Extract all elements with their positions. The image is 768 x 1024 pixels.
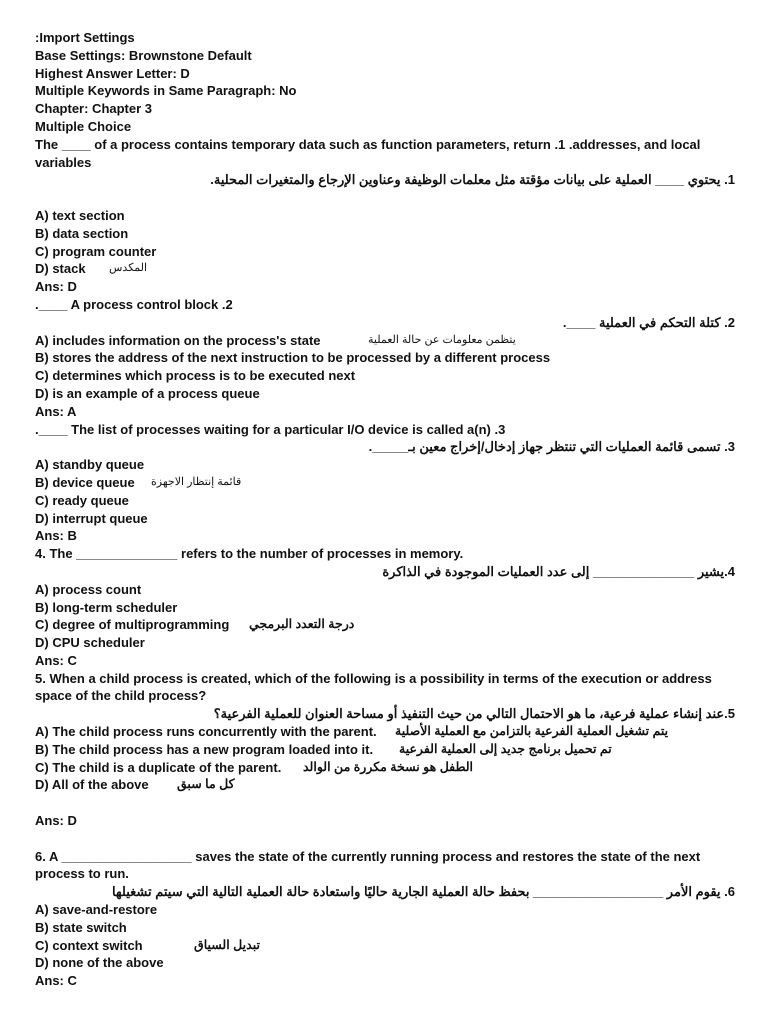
q4-option-c: C) degree of multiprogramming [35, 617, 230, 633]
q4-option-d: D) CPU scheduler [35, 635, 145, 651]
q3-option-a: A) standby queue [35, 457, 145, 473]
spacer [35, 794, 735, 812]
q6-answer: Ans: C [35, 973, 77, 989]
q4-option-b: B) long-term scheduler [35, 599, 178, 615]
q3-answer: Ans: B [35, 528, 77, 544]
q6-option-d: D) none of the above [35, 955, 164, 971]
q5-option-d-note: كل ما سبق [177, 777, 235, 792]
base-settings: Base Settings: Brownstone Default [35, 47, 252, 63]
q2-answer: Ans: A [35, 403, 77, 419]
import-settings: :Import Settings [35, 30, 135, 45]
q3-option-c: C) ready queue [35, 492, 129, 508]
q3-option-d: D) interrupt queue [35, 510, 148, 526]
q5-arabic: 5.عند إنشاء عملية فرعية، ما هو الاحتمال التالي من حيث التنفيذ أو مساحة العنوان للعملية الفرعية؟ [213, 706, 735, 722]
q4-option-a: A) process count [35, 581, 142, 597]
q2-option-a-note: يتظمن معلومات عن حالة العملية [368, 333, 516, 346]
q3-option-b-row [35, 474, 735, 492]
q1-text: The ____ of a process contains temporary data such as function parameters, return .1 .addresses, and local variables [35, 136, 701, 170]
q5-option-b-row [35, 741, 735, 759]
q3-arabic: 3. تسمى قائمة العمليات التي تنتظر جهاز إدخال/إخراج معين بـ_____. [368, 439, 735, 455]
q5-option-b: B) The child process has a new program loaded into it. [35, 741, 374, 757]
spacer [35, 189, 735, 207]
q5-option-c: C) The child is a duplicate of the parent. [35, 759, 282, 775]
q2-arabic: 2. كتلة التحكم في العملية ____. [562, 314, 735, 330]
q1-option-c: C) program counter [35, 243, 157, 259]
q5-answer: Ans: D [35, 813, 77, 829]
q4-arabic: 4.يشير ______________ إلى عدد العمليات الموجودة في الذاكرة [382, 563, 735, 579]
q5-option-a-row [35, 723, 735, 741]
q2-option-b: B) stores the address of the next instruction to be processed by a different process [35, 350, 551, 366]
q5-option-c-row [35, 759, 735, 777]
question-type: Multiple Choice [35, 118, 132, 134]
q1-option-a: A) text section [35, 207, 125, 223]
q6-arabic: 6. يقوم الأمر __________________ بحفظ حالة العملية الجارية حاليًا واستعادة حالة العملية التالية التي سيتم تشغيلها [111, 884, 735, 900]
q2-text: .____ A process control block .2 [35, 296, 233, 312]
q3-text: .____ The list of processes waiting for a particular I/O device is called a(n) .3 [35, 421, 506, 437]
q5-option-d: D) All of the above [35, 777, 149, 793]
q2-option-a: A) includes information on the process's state [35, 332, 321, 348]
q5-option-b-note: تم تحميل برنامج جديد إلى العملية الفرعية [399, 741, 612, 756]
q6-option-c-row [35, 937, 735, 955]
chapter-label: Chapter: Chapter 3 [35, 101, 153, 117]
q6-option-c-note: تبديل السياق [194, 937, 260, 952]
q3-option-b-note: قائمة إنتظار الاجهزة [151, 475, 242, 488]
highest-answer-letter: Highest Answer Letter: D [35, 65, 190, 81]
q6-option-b: B) state switch [35, 919, 127, 935]
spacer [35, 830, 735, 848]
multiple-keywords: Multiple Keywords in Same Paragraph: No [35, 83, 297, 99]
q5-option-a: A) The child process runs concurrently with the parent. [35, 724, 377, 740]
q1-answer: Ans: D [35, 279, 77, 295]
q2-option-c: C) determines which process is to be executed next [35, 368, 356, 384]
q5-option-c-note: الطفل هو نسخة مكررة من الوالد [303, 759, 474, 774]
q3-option-b: B) device queue [35, 474, 135, 490]
q2-option-a-row [35, 332, 735, 350]
q1-option-d-note: المكدس [109, 262, 148, 275]
q5-text: 5. When a child process is created, which of the following is a possibility in terms of the execution or address space of the child process? [35, 670, 712, 704]
q5-option-d-row [35, 776, 735, 794]
q6-option-c: C) context switch [35, 937, 143, 953]
q4-text: 4. The ______________ refers to the number of processes in memory. [35, 546, 464, 562]
q4-option-c-row [35, 616, 735, 634]
q1-arabic: 1. يحتوي ____ العملية على بيانات مؤقتة مثل معلمات الوظيفة وعناوين الإرجاع والمتغيرات المحلية. [210, 172, 735, 188]
document-page [35, 29, 735, 990]
q4-option-c-note: درجة التعدد البرمجي [249, 617, 355, 632]
q1-option-d: D) stack [35, 261, 86, 277]
q2-option-d: D) is an example of a process queue [35, 385, 260, 401]
q1-option-b: B) data section [35, 225, 129, 241]
q4-answer: Ans: C [35, 652, 77, 668]
q6-text: 6. A __________________ saves the state of the currently running process and restores the state of the next process to run. [35, 848, 701, 882]
q1-option-d-row [35, 260, 735, 278]
q5-option-a-note: يتم تشغيل العملية الفرعية بالتزامن مع العملية الأصلية [395, 724, 669, 739]
q6-option-a: A) save-and-restore [35, 902, 158, 918]
